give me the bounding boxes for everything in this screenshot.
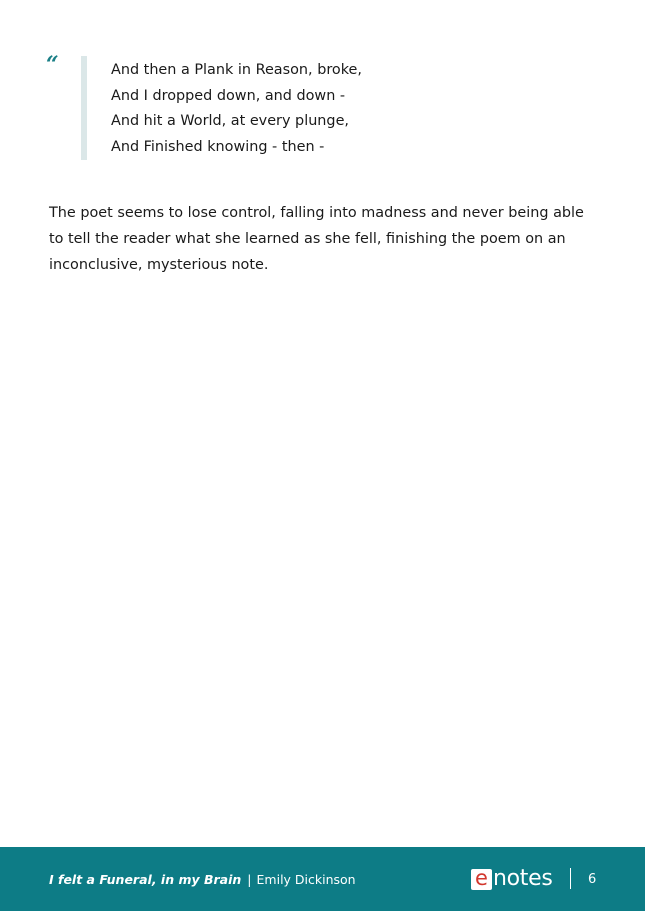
- quote-lines: [111, 58, 362, 160]
- footer-divider: [570, 868, 571, 889]
- footer-separator: |: [247, 872, 252, 887]
- logo-e-icon: e: [471, 869, 492, 890]
- block-quote: [44, 54, 604, 164]
- enotes-logo: [471, 867, 553, 891]
- footer: [0, 847, 645, 911]
- quote-line: And then a Plank in Reason, broke,: [111, 62, 362, 78]
- quotation-mark-icon: “: [46, 52, 59, 78]
- quote-line: And Finished knowing - then -: [111, 138, 325, 155]
- footer-source: [49, 872, 356, 887]
- quote-bar: [81, 56, 87, 160]
- footer-title: I felt a Funeral, in my Brain: [49, 872, 242, 887]
- quote-line: And hit a World, at every plunge,: [111, 113, 349, 130]
- page-number: 6: [588, 872, 597, 887]
- quote-line: And I dropped down, and down -: [111, 87, 346, 104]
- footer-author: Emily Dickinson: [256, 872, 356, 887]
- logo-wordmark: notes: [493, 866, 553, 891]
- body-paragraph: The poet seems to lose control, falling into madness and never being able to tell the reader what she learned as she fell, finishing the poem on an inconclusive, mysterious note.: [49, 205, 584, 274]
